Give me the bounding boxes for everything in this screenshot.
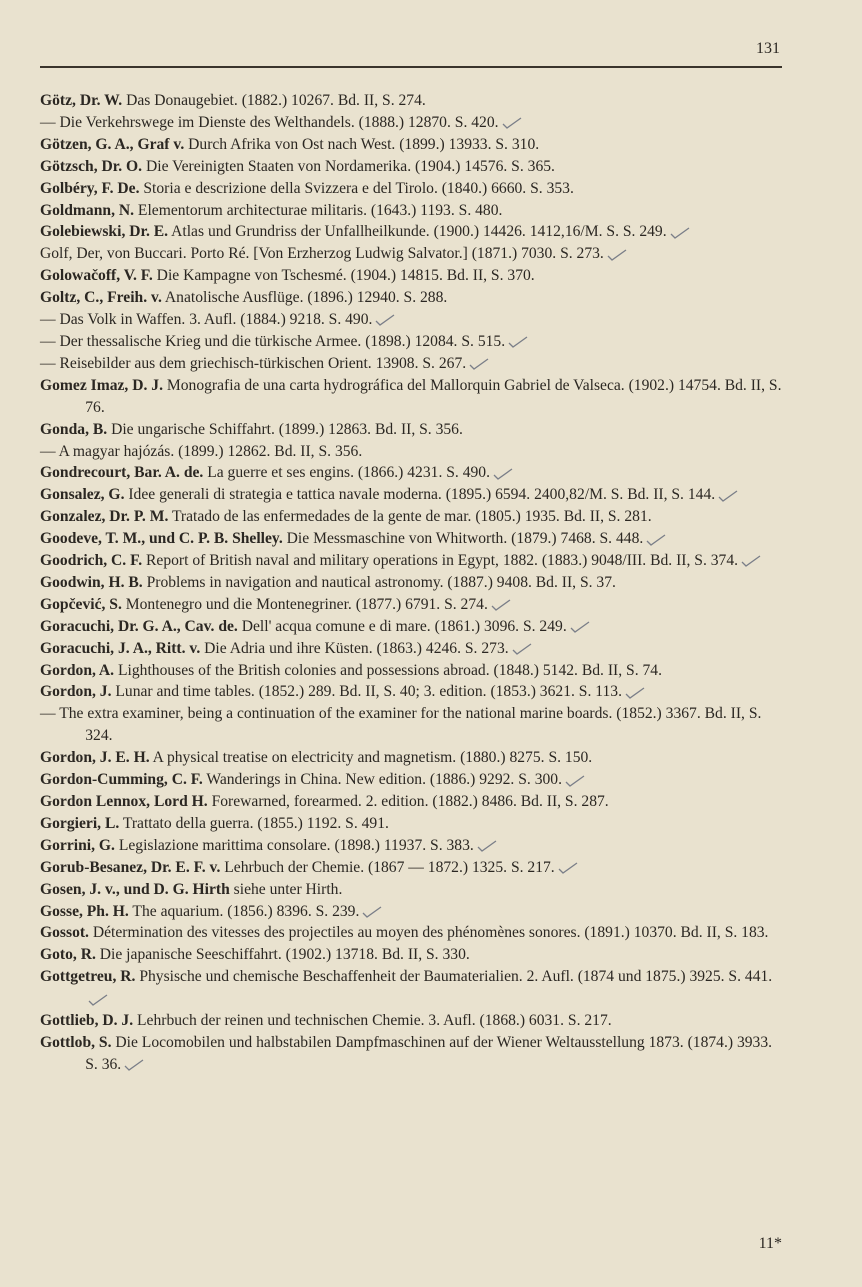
pencil-checkmark-icon [374, 313, 396, 327]
entry-text: Die Messmaschine von Whitworth. (1879.) 7468. S. 448. [282, 530, 644, 548]
pencil-checkmark-icon [492, 467, 514, 481]
entry-text: Dell' acqua comune e di mare. (1861.) 3096. S. 249. [237, 617, 567, 635]
entry-text: Idee generali di strategia e tattica navale moderna. (1895.) 6594. 2400,82/M. S. Bd. II, S. 144. [124, 486, 716, 504]
entry-author: Götz, Dr. W. [40, 92, 123, 109]
entry-author: Gottlob, S. [40, 1033, 112, 1051]
entry-text: Trattato della guerra. (1855.) 1192. S. 491. [119, 814, 389, 832]
pencil-checkmark-icon [468, 357, 490, 371]
entry-text: Die japanische Seeschiffahrt. (1902.) 13718. Bd. II, S. 330. [95, 946, 470, 964]
page-number: 131 [756, 40, 780, 57]
entry-text: Storia e descrizione della Svizzera e del Tirolo. (1840.) 6660. S. 353. [139, 179, 574, 197]
entry-author: Goodrich, C. F. [40, 552, 143, 570]
catalog-entry [40, 178, 784, 200]
entry-text: Forewarned, forearmed. 2. edition. (1882.) 8486. Bd. II, S. 287. [207, 793, 609, 810]
entry-author: Golowačoff, V. F. [40, 267, 153, 285]
catalog-entry [40, 1010, 784, 1032]
entry-author: Gossot. [40, 924, 89, 942]
entry-text: Lighthouses of the British colonies and possessions abroad. (1848.) 5142. Bd. II, S. 74. [114, 661, 662, 679]
entry-author: Gordon-Cumming, C. F. [40, 771, 203, 789]
catalog-entry [40, 112, 784, 134]
catalog-entry [40, 331, 784, 353]
entry-text: — Reisebilder aus dem griechisch-türkischen Orient. 13908. S. 267. [40, 354, 467, 372]
catalog-entry [40, 879, 784, 901]
catalog-entry [40, 200, 784, 222]
pencil-checkmark-icon [507, 335, 529, 349]
entry-author: Gordon, J. E. H. [40, 749, 150, 767]
entry-text: Lehrbuch der Chemie. (1867 — 1872.) 1325. S. 217. [220, 858, 555, 876]
entry-author: Gomez Imaz, D. J. [40, 376, 163, 394]
pencil-checkmark-icon [564, 774, 586, 788]
entry-text: Die Vereinigten Staaten von Nordamerika. (1904.) 14576. S. 365. [142, 157, 555, 175]
catalog-entry [40, 747, 784, 769]
catalog-entry [40, 419, 784, 441]
entry-author: Goltz, C., Freih. v. [40, 289, 162, 307]
pencil-checkmark-icon [669, 226, 691, 240]
header-rule [40, 66, 782, 68]
entry-author: Goldmann, N. [40, 201, 135, 219]
entry-text: Anatolische Ausflüge. (1896.) 12940. S. 288. [161, 289, 448, 307]
entry-text: Détermination des vitesses des projectiles au moyen des phénomènes sonores. (1891.) 10370. Bd. II, S. 183. [88, 924, 769, 942]
pencil-checkmark-icon [557, 861, 579, 875]
entry-author: Goracuchi, Dr. G. A., Cav. de. [40, 617, 238, 635]
pencil-checkmark-icon [511, 642, 533, 656]
catalog-entry [40, 660, 784, 682]
entry-author: Goracuchi, J. A., Ritt. v. [40, 639, 201, 657]
catalog-entry [40, 813, 784, 835]
pencil-checkmark-icon [569, 620, 591, 634]
catalog-entry [40, 528, 784, 550]
catalog-entry [40, 156, 784, 178]
catalog-entry [40, 857, 784, 879]
catalog-entry [40, 506, 784, 528]
entry-text: Atlas und Grundriss der Unfallheilkunde. (1900.) 14426. 1412,16/M. S. S. 249. [168, 223, 667, 241]
entry-text: The aquarium. (1856.) 8396. S. 239. [128, 902, 360, 920]
catalog-entry [40, 638, 784, 660]
catalog-entry [40, 353, 784, 375]
entry-text: Das Donaugebiet. (1882.) 10267. Bd. II, S. 274. [122, 92, 426, 109]
catalog-entry [40, 769, 784, 791]
catalog-entry [40, 572, 784, 594]
entry-text: Die Adria und ihre Küsten. (1863.) 4246. S. 273. [200, 639, 509, 657]
pencil-checkmark-icon [606, 248, 628, 262]
entry-text: Tratado de las enfermedades de la gente de mar. (1805.) 1935. Bd. II, S. 281. [168, 508, 652, 526]
pencil-checkmark-icon [87, 993, 109, 1007]
entry-author: Gonzalez, Dr. P. M. [40, 508, 169, 526]
catalog-entry [40, 681, 784, 703]
entry-text: — Das Volk in Waffen. 3. Aufl. (1884.) 9218. S. 490. [40, 311, 373, 329]
entry-author: Gorub-Besanez, Dr. E. F. v. [40, 858, 221, 876]
entry-text: Wanderings in China. New edition. (1886.) 9292. S. 300. [202, 771, 562, 789]
catalog-entry [40, 901, 784, 923]
catalog-entry [40, 309, 784, 331]
entry-text: Lehrbuch der reinen und technischen Chemie. 3. Aufl. (1868.) 6031. S. 217. [133, 1012, 612, 1030]
entry-text: La guerre et ses engins. (1866.) 4231. S. 490. [203, 464, 491, 482]
catalog-entry [40, 265, 784, 287]
catalog-entry [40, 243, 784, 265]
entry-text: Legislazione marittima consolare. (1898.) 11937. S. 383. [114, 836, 474, 854]
catalog-entry [40, 944, 784, 966]
catalog-entry [40, 791, 784, 813]
entry-text: — Der thessalische Krieg und die türkische Armee. (1898.) 12084. S. 515. [40, 332, 506, 350]
pencil-checkmark-icon [717, 489, 739, 503]
entry-text: — A magyar hajózás. (1899.) 12862. Bd. II, S. 356. [40, 442, 363, 460]
pencil-checkmark-icon [361, 905, 383, 919]
pencil-checkmark-icon [501, 116, 523, 130]
pencil-checkmark-icon [740, 554, 762, 568]
entry-author: Gordon Lennox, Lord H. [40, 793, 208, 810]
catalog-entry [40, 616, 784, 638]
entry-text: Problems in navigation and nautical astronomy. (1887.) 9408. Bd. II, S. 37. [142, 573, 616, 591]
entry-author: Gordon, A. [40, 661, 115, 679]
catalog-entry [40, 462, 784, 484]
entry-text: Durch Afrika von Ost nach West. (1899.) 13933. S. 310. [184, 135, 540, 153]
catalog-entry [40, 835, 784, 857]
entry-author: Golebiewski, Dr. E. [40, 223, 169, 241]
entry-text: A physical treatise on electricity and magnetism. (1880.) 8275. S. 150. [149, 749, 593, 767]
entry-text: — Die Verkehrswege im Dienste des Welthandels. (1888.) 12870. S. 420. [40, 113, 499, 131]
entry-author: Gorrini, G. [40, 836, 115, 854]
entry-text: Physische und chemische Beschaffenheit der Baumaterialien. 2. Aufl. (1874 und 1875.) 3925. S. 441. [135, 968, 773, 986]
entry-author: Goto, R. [40, 946, 96, 964]
pencil-checkmark-icon [476, 839, 498, 853]
pencil-checkmark-icon [645, 533, 667, 547]
entry-text: Report of British naval and military operations in Egypt, 1882. (1883.) 9048/III. Bd. II, S. 374. [142, 552, 739, 570]
catalog-entry [40, 484, 784, 506]
entry-author: Gondrecourt, Bar. A. de. [40, 464, 204, 482]
entry-text: siehe unter Hirth. [229, 880, 343, 898]
entry-author: Gosen, J. v., und D. G. Hirth [40, 880, 230, 898]
catalog-entry [40, 375, 784, 419]
entry-author: Götzen, G. A., Graf v. [40, 135, 185, 153]
catalog-entry [40, 287, 784, 309]
signature-mark: 11* [758, 1235, 782, 1252]
entry-author: Götzsch, Dr. O. [40, 157, 143, 175]
catalog-entry [40, 1032, 784, 1076]
pencil-checkmark-icon [490, 598, 512, 612]
entry-author: Golbéry, F. De. [40, 179, 140, 197]
entry-text: Die Locomobilen und halbstabilen Dampfmaschinen auf der Wiener Weltausstellung 1873. (1874.) 3933. S. 36. [85, 1033, 773, 1073]
catalog-entry [40, 221, 784, 243]
entry-list [40, 90, 784, 1076]
entry-author: Gopčević, S. [40, 595, 122, 613]
entry-text: Montenegro und die Montenegriner. (1877.) 6791. S. 274. [121, 595, 488, 613]
entry-text: Die ungarische Schiffahrt. (1899.) 12863. Bd. II, S. 356. [107, 420, 463, 438]
entry-text: Die Kampagne von Tschesmé. (1904.) 14815. Bd. II, S. 370. [152, 267, 535, 285]
entry-text: Monografia de una carta hydrográfica del Mallorquin Gabriel de Valseca. (1902.) 14754. Bd. II, S. 76. [85, 376, 782, 416]
catalog-entry [40, 441, 784, 463]
entry-author: Gosse, Ph. H. [40, 902, 129, 920]
catalog-entry [40, 966, 784, 1010]
catalog-entry [40, 703, 784, 747]
entry-text: Elementorum architecturae militaris. (1643.) 1193. S. 480. [134, 201, 503, 219]
catalog-entry [40, 550, 784, 572]
entry-author: Goodeve, T. M., und C. P. B. Shelley. [40, 530, 283, 548]
entry-text: Lunar and time tables. (1852.) 289. Bd. II, S. 40; 3. edition. (1853.) 3621. S. 113. [111, 683, 622, 701]
pencil-checkmark-icon [123, 1058, 145, 1072]
entry-author: Gordon, J. [40, 683, 112, 701]
catalog-entry [40, 594, 784, 616]
entry-author: Goodwin, H. B. [40, 573, 143, 591]
catalog-entry [40, 134, 784, 156]
pencil-checkmark-icon [624, 686, 646, 700]
entry-text: Golf, Der, von Buccari. Porto Ré. [Von Erzherzog Ludwig Salvator.] (1871.) 7030. S. 273. [40, 245, 604, 263]
entry-author: Gorgieri, L. [40, 814, 120, 832]
entry-author: Gonsalez, G. [40, 486, 125, 504]
entry-author: Gottgetreu, R. [40, 968, 136, 986]
entry-text: — The extra examiner, being a continuation of the examiner for the national marine boards. (1852.) 3367. Bd. II, S. 324. [40, 705, 762, 745]
entry-author: Gonda, B. [40, 420, 108, 438]
entry-author: Gottlieb, D. J. [40, 1012, 134, 1030]
catalog-entry [40, 922, 784, 944]
catalog-entry [40, 90, 784, 112]
